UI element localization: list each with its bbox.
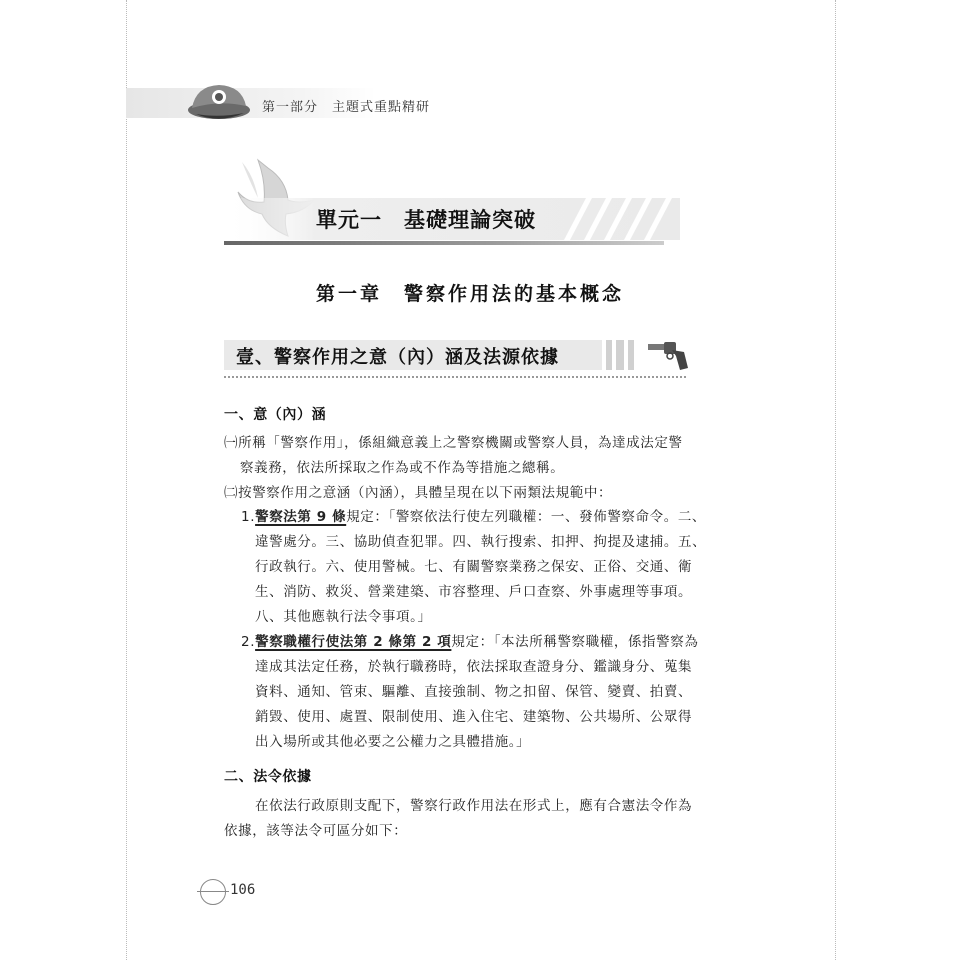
para-3-line-2: 依據，該等法令可區分如下： — [224, 823, 408, 839]
item-1-line-3: 行政執行。六、使用警械。七、有關警察業務之保安、正俗、交通、衛 — [255, 559, 693, 575]
header-text: 第一部分 主題式重點精研 — [262, 100, 431, 115]
item-1-number: 1. — [241, 509, 256, 525]
item-1-line-5: 八、其他應執行法令事項。」 — [255, 609, 432, 625]
page-number: 106 — [230, 882, 256, 898]
section-title: 壹、警察作用之意（內）涵及法源依據 — [236, 347, 559, 368]
para-1-line-1: ㈠所稱「警察作用」，係組織意義上之警察機關或警察人員，為達成法定警 — [224, 435, 683, 451]
police-cap-icon — [186, 80, 252, 124]
unit-title: 單元一 基礎理論突破 — [316, 208, 536, 232]
item-2-line-1 — [241, 630, 698, 650]
page-number-ornament — [200, 879, 226, 905]
section-stripe — [606, 340, 612, 370]
section-stripe — [628, 340, 634, 370]
revolver-icon — [646, 338, 690, 372]
para-3-line-1: 在依法行政原則支配下，警察行政作用法在形式上，應有合憲法令作為 — [255, 798, 693, 814]
item-1-line-2: 違警處分。三、協助偵查犯罪。四、執行搜索、扣押、拘提及逮捕。五、 — [255, 534, 707, 550]
item-2-line-4: 銷毀、使用、處置、限制使用、進入住宅、建築物、公共場所、公眾得 — [255, 709, 693, 725]
law-reference-police-duty-act: 警察職權行使法第 2 條第 2 項 — [255, 634, 452, 650]
item-2-line-3: 資料、通知、管束、驅離、直接強制、物之扣留、保管、變賣、拍賣、 — [255, 684, 693, 700]
unit-underline — [224, 241, 664, 245]
law-reference-police-act: 警察法第 9 條 — [255, 509, 347, 525]
item-2-number: 2. — [241, 634, 256, 650]
book-page — [126, 0, 836, 960]
section-divider — [224, 376, 686, 378]
item-2-line-2: 達成其法定任務，於執行職務時，依法採取查證身分、鑑識身分、蒐集 — [255, 659, 693, 675]
item-1-text: 規定：「警察依法行使左列職權：一、發佈警察命令。二、 — [346, 509, 707, 525]
heading-meaning: 一、意（內）涵 — [224, 407, 327, 423]
section-stripe — [616, 340, 624, 370]
para-2-line-1: ㈡按警察作用之意涵（內涵），具體呈現在以下兩類法規範中： — [224, 485, 613, 501]
item-1-line-4: 生、消防、救災、營業建築、市容整理、戶口查察、外事處理等事項。 — [255, 584, 693, 600]
item-2-text: 規定：「本法所稱警察職權，係指警察為 — [451, 634, 699, 650]
item-1-line-1 — [241, 505, 706, 525]
chapter-title: 第一章 警察作用法的基本概念 — [316, 283, 625, 305]
item-2-line-5: 出入場所或其他必要之公權力之具體措施。」 — [255, 734, 531, 750]
heading-legal-basis: 二、法令依據 — [224, 769, 312, 785]
para-1-line-2: 察義務，依法所採取之作為或不作為等措施之總稱。 — [240, 460, 565, 476]
